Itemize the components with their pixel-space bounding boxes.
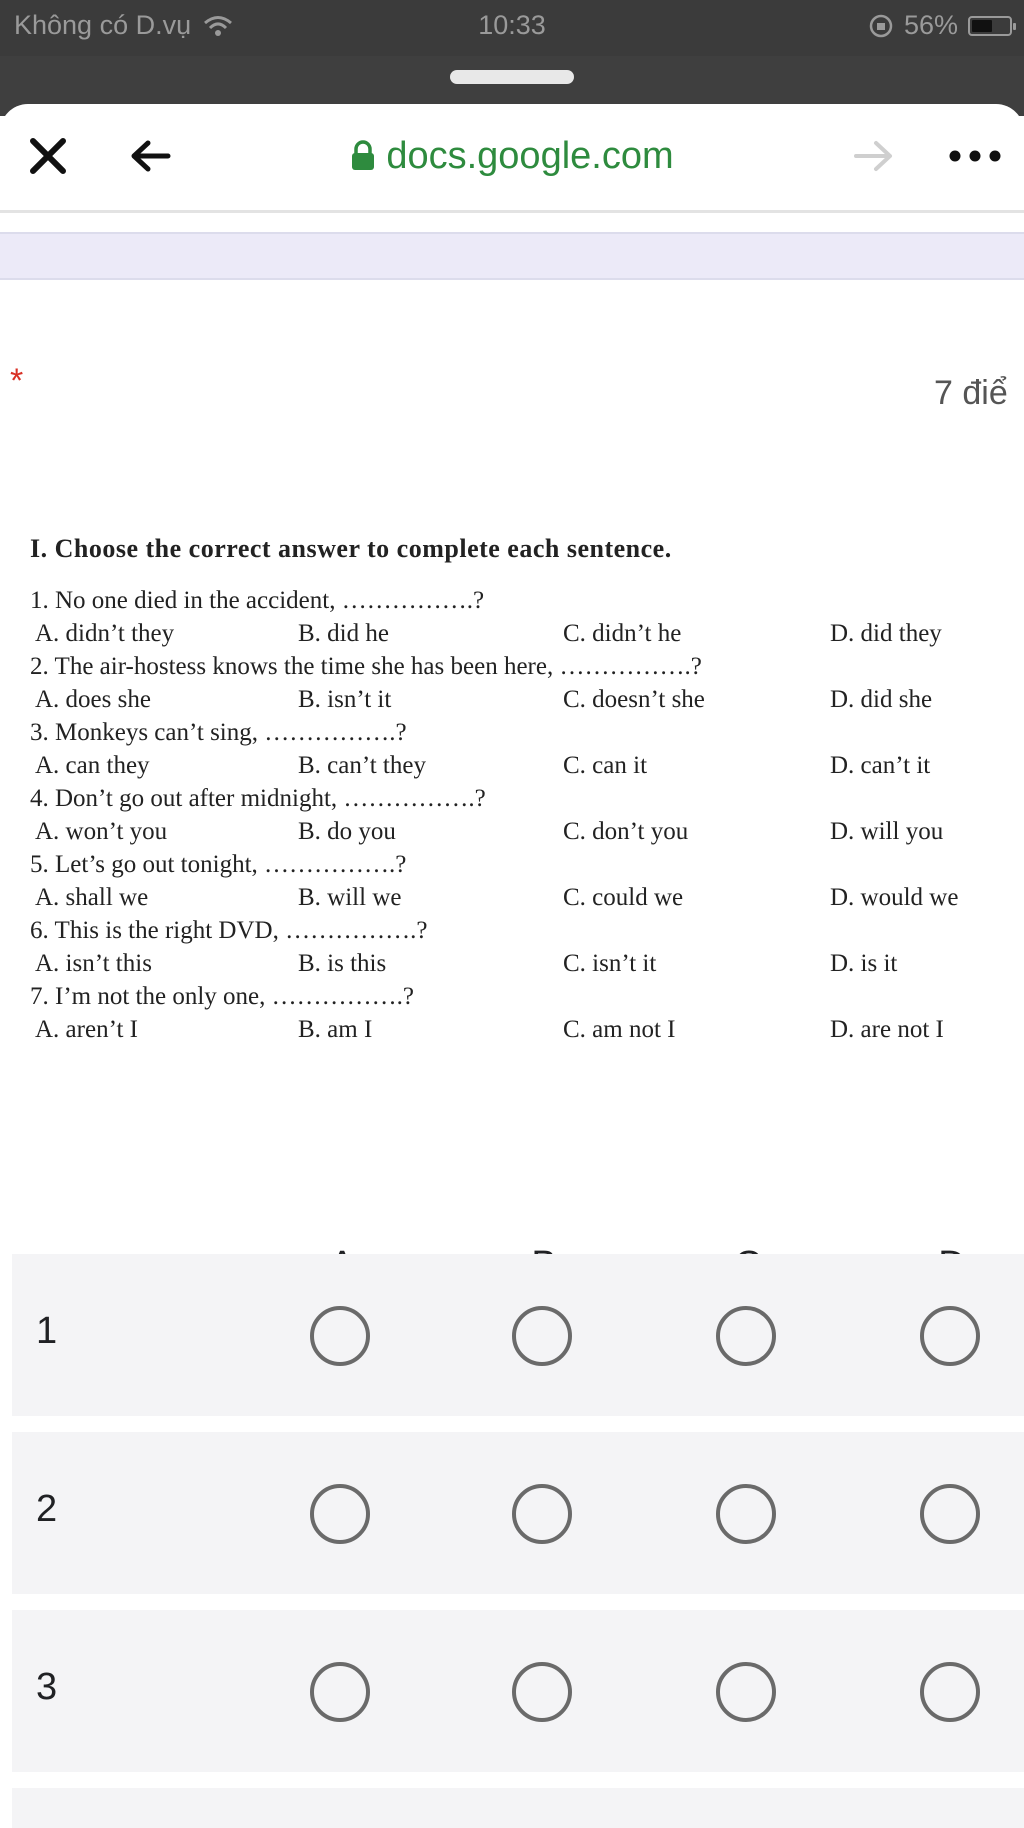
option-b: B. did he [298, 620, 389, 647]
radio-option[interactable] [512, 1306, 572, 1366]
question-text: 1. No one died in the accident, …………….? [30, 587, 485, 614]
sheet-grabber[interactable] [450, 70, 574, 84]
question-options [30, 881, 1020, 914]
radio-option[interactable] [310, 1484, 370, 1544]
radio-option[interactable] [920, 1484, 980, 1544]
question-text: 4. Don’t go out after midnight, …………….? [30, 785, 486, 812]
radio-option[interactable] [512, 1662, 572, 1722]
question-text: 3. Monkeys can’t sing, …………….? [30, 719, 407, 746]
question-options [30, 815, 1020, 848]
radio-option[interactable] [512, 1484, 572, 1544]
option-c: C. can it [563, 752, 648, 779]
option-c: C. didn’t he [563, 620, 682, 647]
question-options [30, 617, 1020, 650]
option-a: A. can they [35, 752, 150, 779]
url-text: docs.google.com [386, 134, 674, 177]
toolbar-divider [0, 210, 1024, 213]
option-d: D. would we [830, 884, 959, 911]
grid-row [12, 1610, 1024, 1772]
option-c: C. don’t you [563, 818, 689, 845]
option-d: D. are not I [830, 1016, 944, 1043]
radio-option[interactable] [716, 1306, 776, 1366]
forward-button[interactable] [850, 134, 898, 178]
option-c: C. doesn’t she [563, 686, 705, 713]
clock: 10:33 [478, 10, 546, 40]
question-text: 5. Let’s go out tonight, …………….? [30, 851, 407, 878]
option-d: D. did she [830, 686, 933, 713]
battery-icon [968, 16, 1012, 36]
grid-row [12, 1254, 1024, 1416]
option-a: A. does she [35, 686, 151, 713]
carrier-label: Không có D.vụ [14, 10, 192, 40]
question-text: 2. The air-hostess knows the time she has been here, …………….? [30, 653, 702, 680]
radio-option[interactable] [920, 1306, 980, 1366]
grid-row-label: 3 [36, 1666, 58, 1708]
battery-level [972, 20, 992, 32]
battery-percent: 56% [903, 10, 958, 40]
question-options [30, 1013, 1020, 1046]
option-b: B. will we [298, 884, 402, 911]
option-a: A. isn’t this [35, 950, 152, 977]
lock-icon [350, 140, 376, 172]
grid-row-label: 1 [36, 1310, 58, 1352]
radio-option[interactable] [310, 1662, 370, 1722]
points-label: 7 điể [934, 374, 1008, 412]
option-a: A. didn’t they [35, 620, 175, 647]
option-d: D. can’t it [830, 752, 931, 779]
grid-row [12, 1432, 1024, 1594]
option-d: D. did they [830, 620, 942, 647]
radio-option[interactable] [716, 1662, 776, 1722]
question-options [30, 749, 1020, 782]
option-c: C. could we [563, 884, 684, 911]
worksheet-title: I. Choose the correct answer to complete each sentence. [30, 534, 672, 563]
radio-option[interactable] [716, 1484, 776, 1544]
radio-option[interactable] [920, 1662, 980, 1722]
arrow-right-icon [852, 138, 896, 174]
required-marker: * [10, 362, 24, 400]
option-c: C. isn’t it [563, 950, 657, 977]
status-right [868, 10, 1012, 41]
more-button[interactable] [946, 134, 1004, 178]
option-b: B. do you [298, 818, 396, 845]
option-d: D. is it [830, 950, 898, 977]
url-bar [0, 104, 1024, 210]
grid-row [12, 1788, 1024, 1828]
question-options [30, 683, 1020, 716]
grid-row-label: 2 [36, 1488, 58, 1530]
form-header-band [0, 232, 1024, 280]
option-b: B. is this [298, 950, 387, 977]
option-c: C. am not I [563, 1016, 676, 1043]
option-b: B. am I [298, 1016, 373, 1043]
question-text: 6. This is the right DVD, …………….? [30, 917, 428, 944]
question-text: 7. I’m not the only one, …………….? [30, 983, 414, 1010]
option-a: A. shall we [35, 884, 149, 911]
question-options [30, 947, 1020, 980]
option-d: D. will you [830, 818, 944, 845]
option-b: B. isn’t it [298, 686, 392, 713]
rotation-lock-icon [868, 13, 894, 39]
status-bar [0, 0, 1024, 56]
option-b: B. can’t they [298, 752, 426, 779]
radio-option[interactable] [310, 1306, 370, 1366]
more-dots-icon [948, 149, 1002, 163]
browser-sheet [0, 104, 1024, 1820]
option-a: A. won’t you [35, 818, 168, 845]
worksheet-image [30, 534, 1020, 1046]
option-a: A. aren’t I [35, 1016, 138, 1043]
